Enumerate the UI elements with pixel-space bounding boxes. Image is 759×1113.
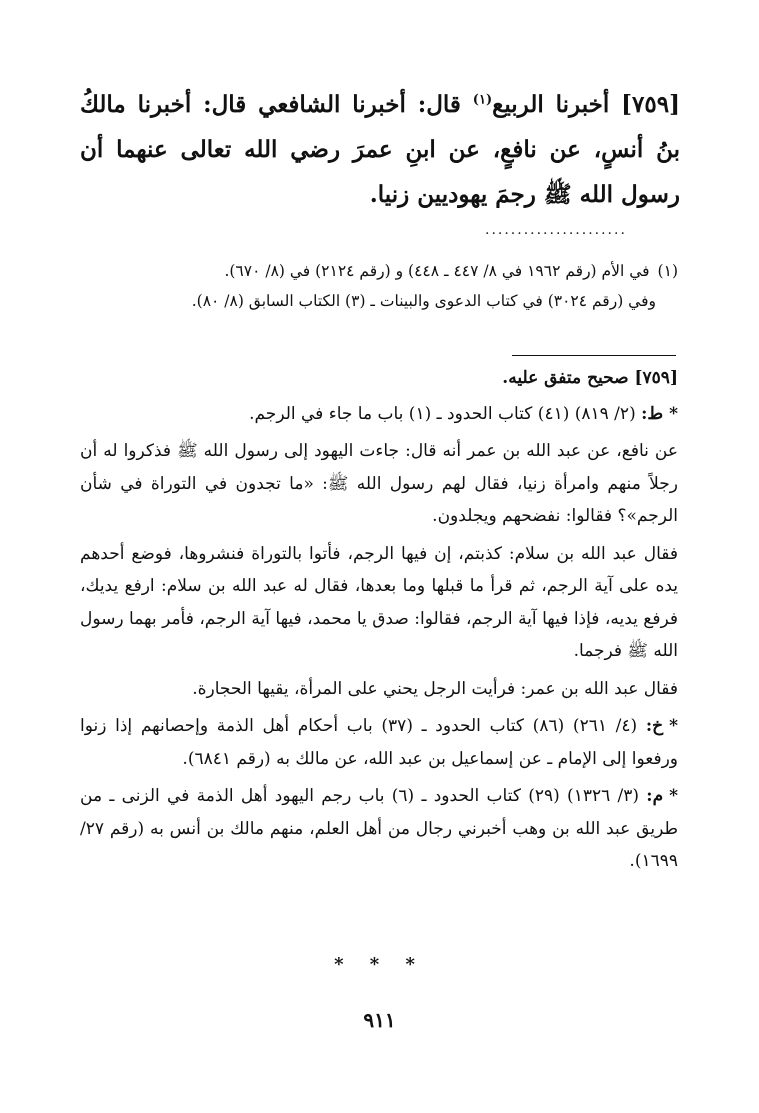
takhrij-section (80, 362, 678, 883)
hadith-number: [٧٥٩] (621, 91, 680, 118)
footnote-1-continuation (80, 286, 678, 316)
grade-text: صحيح متفق عليه. (502, 368, 629, 388)
bullet-star: * (669, 716, 679, 736)
muslim-source (80, 780, 678, 878)
takhrij-grade (80, 362, 678, 395)
muslim-label: م: (646, 786, 664, 806)
narration-paragraph-1: عن نافع، عن عبد الله بن عمر أنه قال: جاءت اليهود إلى رسول الله ﷺ فذكروا له أن رجلاً منهم وامرأة زنيا، فقال لهم رسول الله ﷺ: «ما تجدون في التوراة في شأن الرجم»؟ فقالوا: نفضحهم ويجلدون. (80, 441, 678, 526)
muwatta-label: ط: (641, 403, 664, 424)
takhrij-number: [٧٥٩] (634, 368, 678, 388)
hadith-text (80, 82, 680, 217)
muslim-reference: (٣/ ١٣٢٦) (٢٩) كتاب الحدود ـ (٦) باب رجم اليهود أهل الذمة في الزنى ـ من طريق عبد الله بن وهب أخبرني رجال من أهل العلم، منهم مالك بن أنس به (رقم ٢٧/ ١٦٩٩). (80, 786, 678, 871)
footnote-reference[interactable]: (١) (472, 92, 493, 108)
footnote-1 (80, 256, 678, 286)
muwatta-source (80, 398, 678, 431)
bullet-star: * (669, 403, 678, 424)
footnote-number: (١) (657, 262, 678, 280)
bukhari-label: خ: (645, 716, 664, 736)
bukhari-source (80, 710, 678, 775)
page-number: ٩١١ (363, 1008, 396, 1032)
footnote-separator-dots: ...................... (485, 222, 627, 238)
hadith-part-2: قال: أخبرنا الشافعي قال: أخبرنا مالكُ بنُ أنسٍ، عن نافعٍ، عن ابنِ عمرَ رضي الله تعالى عنهما أن رسول الله ﷺ رجمَ يهوديين زنيا. (80, 91, 680, 208)
footnote-text: في الأم (رقم ١٩٦٢ في ٨/ ٤٤٧ ـ ٤٤٨) و (رقم ٢١٢٤) في (٨/ ٦٧٠). (224, 262, 650, 280)
muwatta-reference: (٢/ ٨١٩) (٤١) كتاب الحدود ـ (١) باب ما جاء في الرجم. (249, 403, 636, 424)
footnote-text: وفي (رقم ٣٠٢٤) في كتاب الدعوى والبينات ـ (٣) الكتاب السابق (٨/ ٨٠). (191, 292, 656, 310)
narration-paragraph-3: فقال عبد الله بن عمر: فرأيت الرجل يحني على المرأة، يقيها الحجارة. (192, 678, 678, 699)
section-end-stars: * * * (334, 954, 425, 975)
narration-paragraph-2: فقال عبد الله بن سلام: كذبتم، إن فيها الرجم، فأتوا بالتوراة فنشروها، فوضع أحدهم يده على آية الرجم، ثم قرأ ما قبلها وما بعدها، فقال له عبد الله بن سلام: ارفع يديك، فرفع يديه، فإذا فيها آية الرجم، فقالوا: صدق يا محمد، فيها آية الرجم، فأمر بهما رسول الله ﷺ فرجما. (80, 543, 678, 661)
section-divider (512, 355, 676, 356)
hadith-part-1: أخبرنا الربيع (492, 91, 610, 118)
bullet-star: * (669, 786, 678, 806)
footnotes (80, 256, 678, 316)
bukhari-reference: (٤/ ٢٦١) (٨٦) كتاب الحدود ـ (٣٧) باب أحكام أهل الذمة وإحصانهم إذا زنوا ورفعوا إلى الإمام ـ عن إسماعيل بن عبد الله، عن مالك به (رقم ٦٨٤١). (80, 716, 678, 769)
